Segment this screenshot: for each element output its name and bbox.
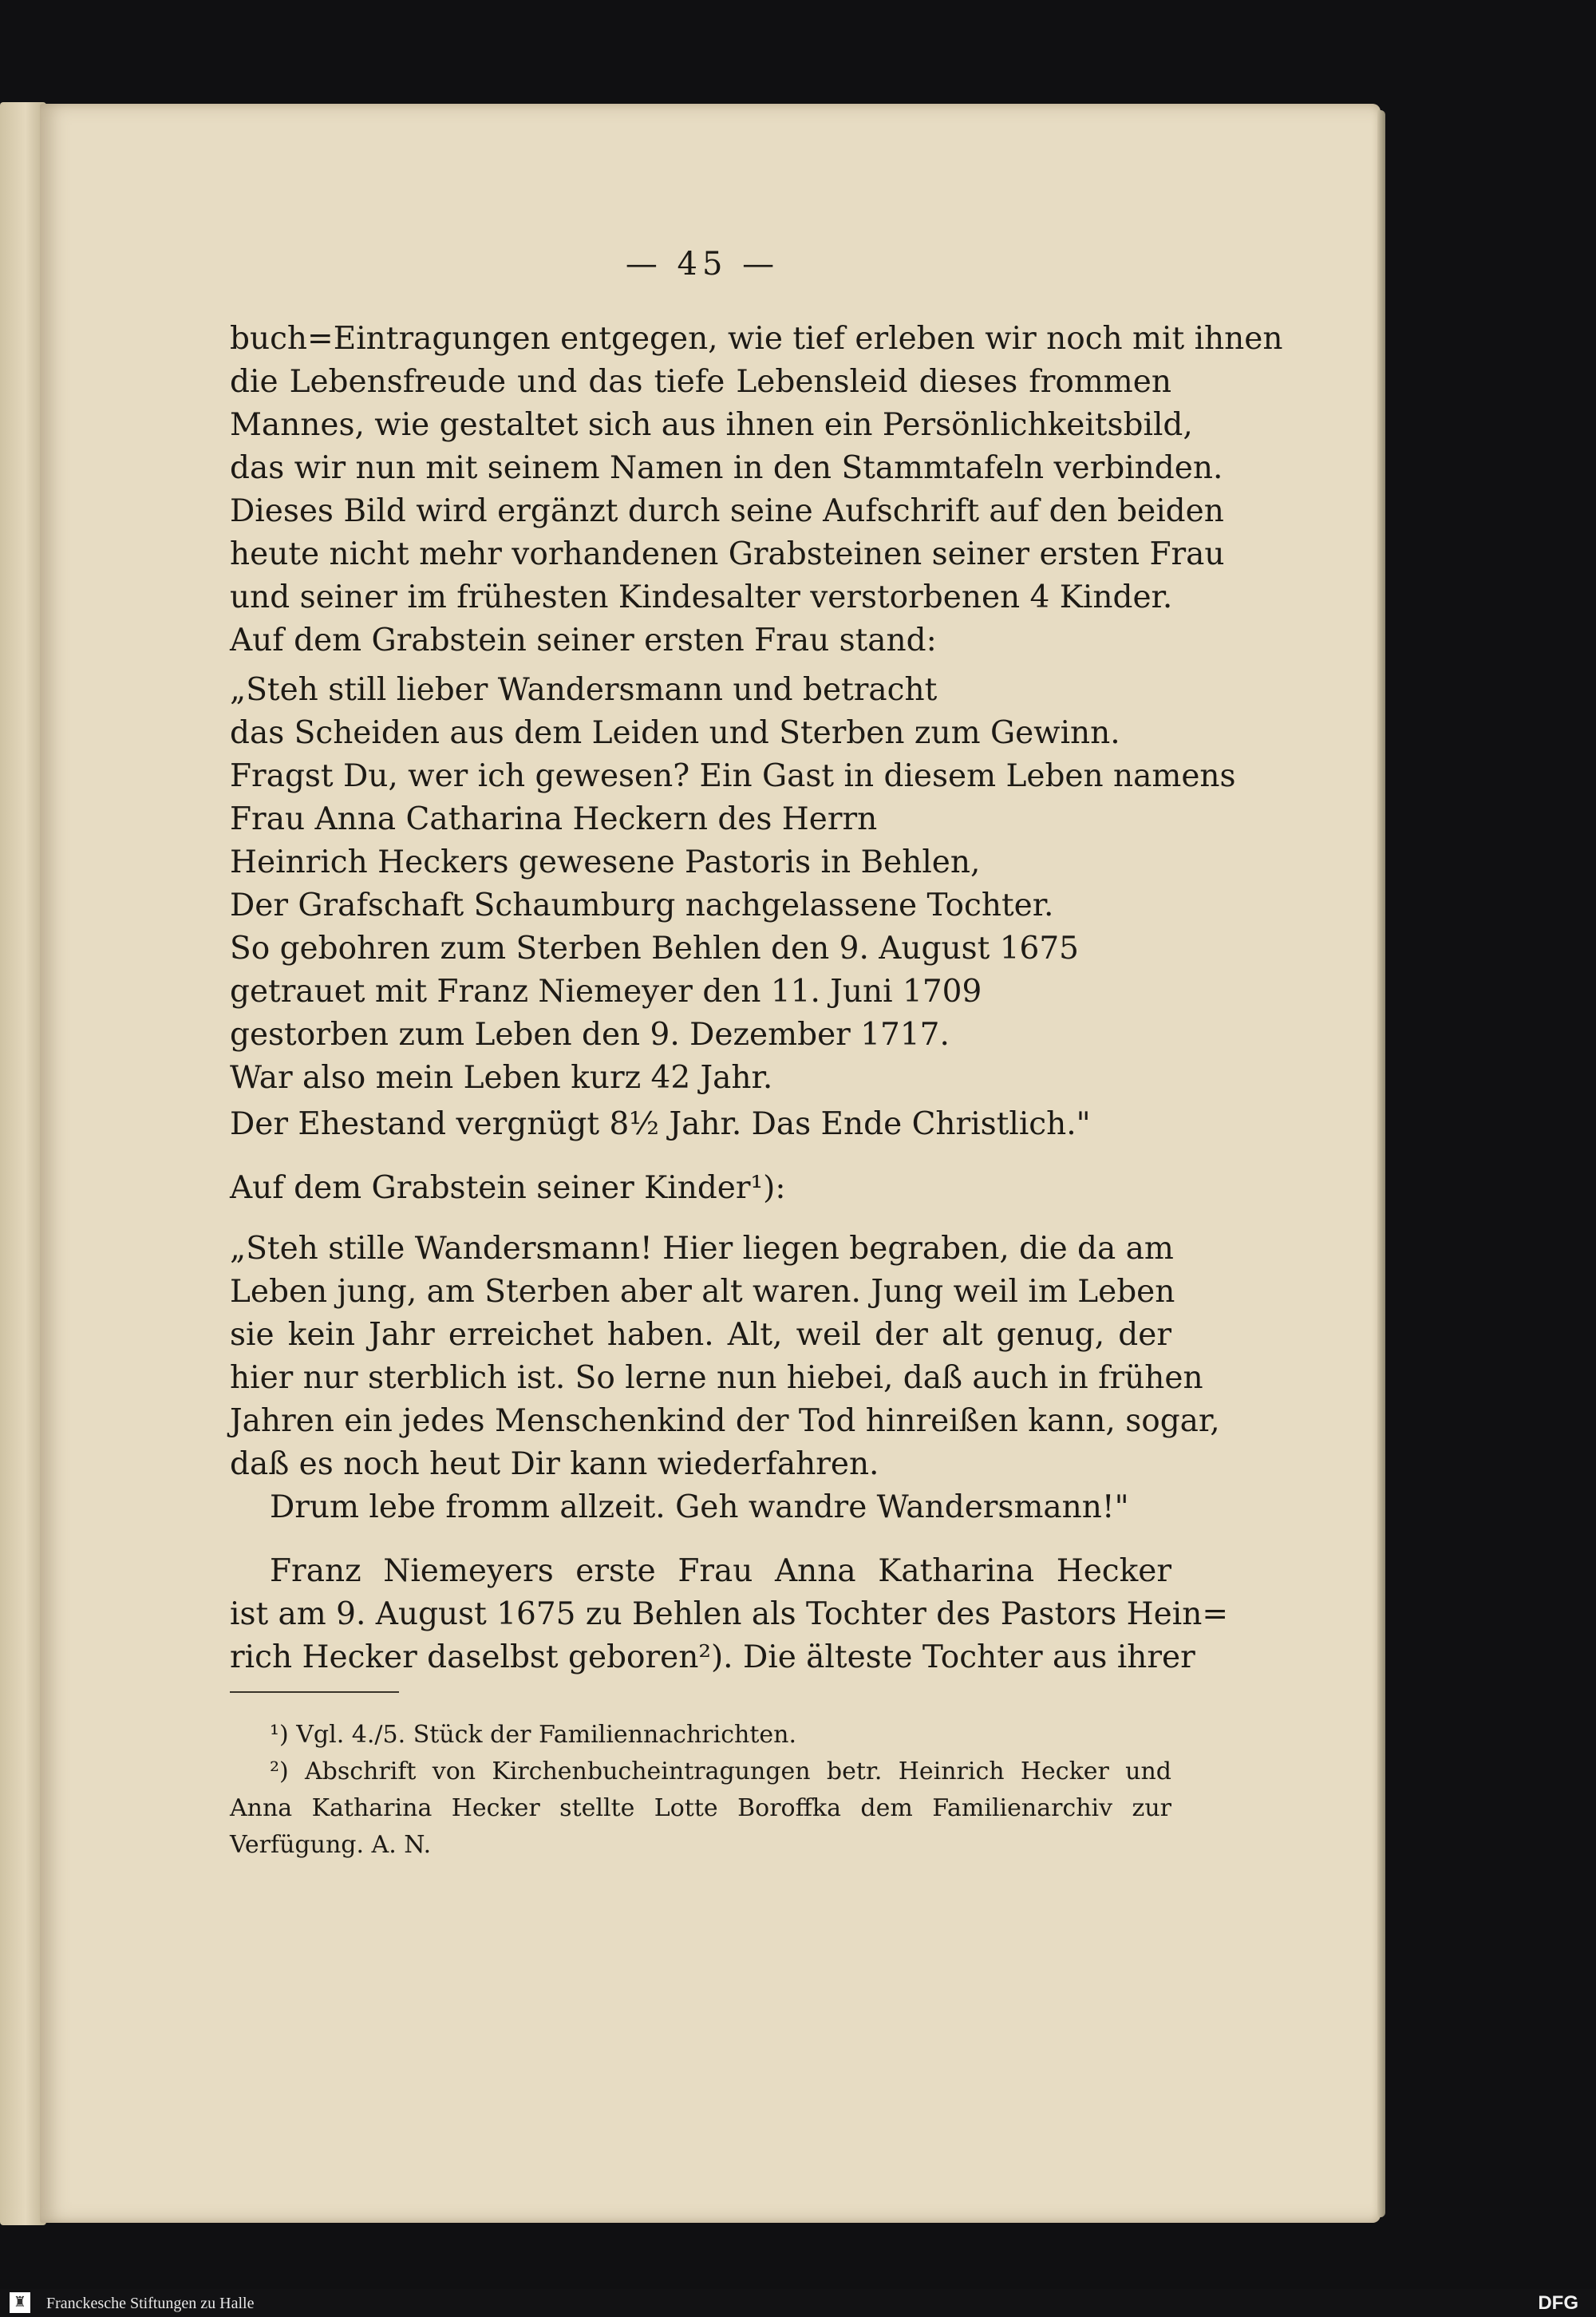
institution-name: Franckesche Stiftungen zu Halle (46, 2295, 255, 2312)
inscription1-line-4: Frau Anna Catharina Heckern des Herrn (230, 801, 878, 837)
footnote-2-line-1: ²) Abschrift von Kirchenbucheintragungen betr. Heinrich Hecker und (270, 1758, 1171, 1785)
inscription2-line-3: sie kein Jahr erreichet haben. Alt, weil der alt genug, der (230, 1317, 1171, 1353)
footnote-2-line-2: Anna Katharina Hecker stellte Lotte Boroffka dem Familienarchiv zur (230, 1794, 1171, 1822)
footnote-2-line-3: Verfügung. A. N. (230, 1831, 432, 1859)
body-line-3: Mannes, wie gestaltet sich aus ihnen ein Persönlichkeitsbild, (230, 407, 1193, 443)
body-line-7: und seiner im frühesten Kindesalter verstorbenen 4 Kinder. (230, 579, 1173, 615)
inscription1-line-6: Der Grafschaft Schaumburg nachgelassene Tochter. (230, 888, 1054, 923)
institution-logo-icon: ♜ (10, 2292, 30, 2313)
closing-line-1: Franz Niemeyers erste Frau Anna Katharina Hecker (270, 1553, 1171, 1589)
inscription2-line-1: „Steh stille Wandersmann! Hier liegen begraben, die da am (230, 1231, 1174, 1267)
body-line-4: das wir nun mit seinem Namen in den Stammtafeln verbinden. (230, 450, 1223, 486)
body-line-2: die Lebensfreude und das tiefe Lebensleid dieses frommen (230, 364, 1171, 400)
inscription2-line-4: hier nur sterblich ist. So lerne nun hiebei, daß auch in frühen (230, 1360, 1203, 1396)
footnote-rule (230, 1691, 399, 1693)
footnote-1: ¹) Vgl. 4./5. Stück der Familiennachrichten. (270, 1721, 796, 1749)
inscription1-line-10: War also mein Leben kurz 42 Jahr. (230, 1060, 773, 1096)
inscription1-line-1: „Steh still lieber Wandersmann und betracht (230, 672, 938, 708)
body-line-1: buch=Eintragungen entgegen, wie tief erleben wir noch mit ihnen (230, 321, 1283, 357)
children-heading: Auf dem Grabstein seiner Kinder¹): (230, 1170, 786, 1206)
body-line-6: heute nicht mehr vorhandenen Grabsteinen seiner ersten Frau (230, 536, 1225, 572)
inscription2-line-6: daß es noch heut Dir kann wiederfahren. (230, 1446, 879, 1482)
body-line-5: Dieses Bild wird ergänzt durch seine Aufschrift auf den beiden (230, 493, 1224, 529)
inscription2-line-5: Jahren ein jedes Menschenkind der Tod hinreißen kann, sogar, (230, 1403, 1220, 1439)
inscription1-line-8: getrauet mit Franz Niemeyer den 11. Juni 1709 (230, 974, 982, 1010)
inscription1-line-5: Heinrich Heckers gewesene Pastoris in Behlen, (230, 844, 981, 880)
inscription1-line-11: Der Ehestand vergnügt 8½ Jahr. Das Ende Christlich." (230, 1106, 1091, 1142)
inscription1-line-2: das Scheiden aus dem Leiden und Sterben zum Gewinn. (230, 715, 1120, 751)
closing-line-2: ist am 9. August 1675 zu Behlen als Tochter des Pastors Hein= (230, 1596, 1229, 1632)
dfg-brand: DFG (1538, 2292, 1578, 2314)
inscription1-line-3: Fragst Du, wer ich gewesen? Ein Gast in diesem Leben namens (230, 758, 1236, 794)
inscription2-line-7: Drum lebe fromm allzeit. Geh wandre Wandersmann!" (270, 1489, 1129, 1525)
inscription2-line-2: Leben jung, am Sterben aber alt waren. Jung weil im Leben (230, 1274, 1175, 1310)
closing-line-3: rich Hecker daselbst geboren²). Die älteste Tochter aus ihrer (230, 1639, 1195, 1675)
body-line-8: Auf dem Grabstein seiner ersten Frau stand: (230, 623, 937, 658)
inscription1-line-7: So gebohren zum Sterben Behlen den 9. August 1675 (230, 931, 1079, 967)
page-edge-shadow (1377, 110, 1385, 2217)
inscription1-line-9: gestorben zum Leben den 9. Dezember 1717. (230, 1017, 950, 1053)
viewer-footer (0, 2289, 1596, 2317)
page-number: — 45 — (625, 246, 780, 283)
